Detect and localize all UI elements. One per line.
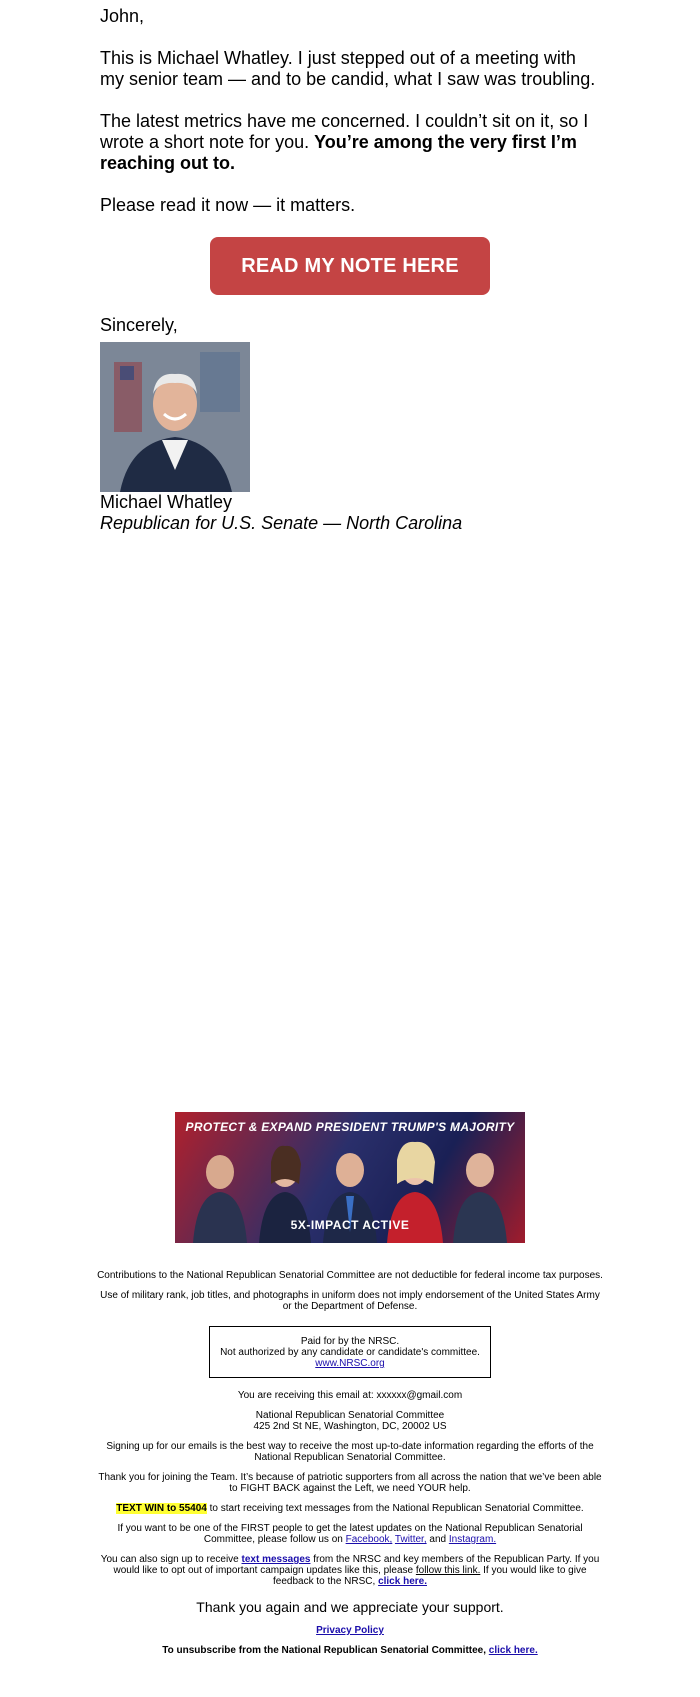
unsubscribe-prefix: To unsubscribe from the National Republican Senatorial Committee, xyxy=(162,1645,489,1656)
signup-text: Signing up for our emails is the best way to receive the most up-to-date information regarding the efforts of the National Republican Senatorial Committee. xyxy=(106,1441,594,1463)
unsubscribe-line xyxy=(95,1645,605,1656)
paragraph-metrics-text: The latest metrics have me concerned. I couldn’t sit on it, so I wrote a short note for you. xyxy=(100,111,589,152)
unsubscribe-link[interactable]: click here. xyxy=(488,1645,538,1656)
text-win-rest: to start receiving text messages from the National Republican Senatorial Committee. xyxy=(206,1503,584,1514)
twitter-link[interactable]: Twitter, xyxy=(394,1534,427,1545)
facebook-link[interactable]: Facebook, xyxy=(345,1534,393,1545)
follow-line xyxy=(95,1523,605,1545)
receiving-notice xyxy=(95,1390,605,1401)
sms-feedback: If you would like to give feedback to the NRSC, xyxy=(273,1565,587,1587)
signer-title: Republican for U.S. Senate — North Carolina xyxy=(100,513,463,533)
text-win-line xyxy=(95,1503,605,1514)
opt-out-link[interactable]: follow this link. xyxy=(415,1565,481,1576)
sms-middle: from the NRSC and key members of the Republican Party. If you would like to opt out of important campaign updates like this, please xyxy=(113,1554,600,1576)
sms-prefix: You can also sign up to receive xyxy=(100,1554,242,1565)
follow-prefix: If you want to be one of the FIRST people to get the latest updates on the National Republican Senatorial Committee, please follow us on xyxy=(117,1523,583,1545)
email-footer xyxy=(95,1270,605,1665)
signer-photo xyxy=(100,342,250,492)
instagram-link[interactable]: Instagram. xyxy=(448,1534,497,1545)
banner-badge: 5X-IMPACT ACTIVE xyxy=(290,1218,410,1232)
sms-line xyxy=(95,1554,605,1587)
not-authorized-text: Not authorized by any candidate or candidate's committee. xyxy=(220,1347,480,1358)
read-note-button[interactable]: READ MY NOTE HERE xyxy=(210,237,490,295)
signer-name: Michael Whatley xyxy=(100,492,233,512)
org-address: 425 2nd St NE, Washington, DC, 20002 US xyxy=(253,1421,447,1432)
org-block xyxy=(95,1410,605,1432)
feedback-link[interactable]: click here. xyxy=(378,1576,427,1587)
org-name: National Republican Senatorial Committee xyxy=(255,1410,445,1421)
paragraph-metrics xyxy=(100,111,600,174)
military-notice: Use of military rank, job titles, and photographs in uniform does not imply endorsement of the United States Army or the Department of Defense. xyxy=(100,1290,600,1312)
thanks-team-text: Thank you for joining the Team. It’s because of patriotic supporters from all across the nation that we’ve been able to FIGHT BACK against the Left, we need YOUR help. xyxy=(98,1472,602,1494)
paid-for-box xyxy=(209,1326,491,1378)
senators-banner[interactable] xyxy=(175,1112,525,1243)
banner-title: PROTECT & EXPAND PRESIDENT TRUMP'S MAJORITY xyxy=(185,1120,515,1134)
website-link[interactable]: www.NRSC.org xyxy=(315,1358,385,1369)
email-body xyxy=(100,6,600,534)
paragraph-urgent: Please read it now — it matters. xyxy=(100,195,356,215)
signer-photo-illustration xyxy=(100,342,250,492)
recipient-email: xxxxxx@gmail.com xyxy=(376,1390,463,1401)
receiving-prefix: You are receiving this email at: xyxy=(237,1390,377,1401)
privacy-line xyxy=(95,1625,605,1636)
thanks-support: Thank you again and we appreciate your support. xyxy=(196,1599,504,1615)
text-win-highlight: TEXT WIN to 55404 xyxy=(116,1503,207,1514)
follow-and: and xyxy=(426,1534,449,1545)
closing: Sincerely, xyxy=(100,315,178,335)
paragraph-intro: This is Michael Whatley. I just stepped out of a meeting with my senior team — and to be candid, what I saw was troubling. xyxy=(100,48,596,89)
text-messages-link[interactable]: text messages xyxy=(241,1554,311,1565)
paid-for-text: Paid for by the NRSC. xyxy=(300,1336,400,1347)
cta-container xyxy=(100,237,600,295)
greeting: John, xyxy=(100,6,145,26)
tax-notice: Contributions to the National Republican Senatorial Committee are not deductible for federal income tax purposes. xyxy=(97,1270,603,1281)
paragraph-metrics-bold: You’re among the very first I’m reaching out to. xyxy=(100,132,577,173)
privacy-policy-link[interactable]: Privacy Policy xyxy=(316,1625,384,1636)
